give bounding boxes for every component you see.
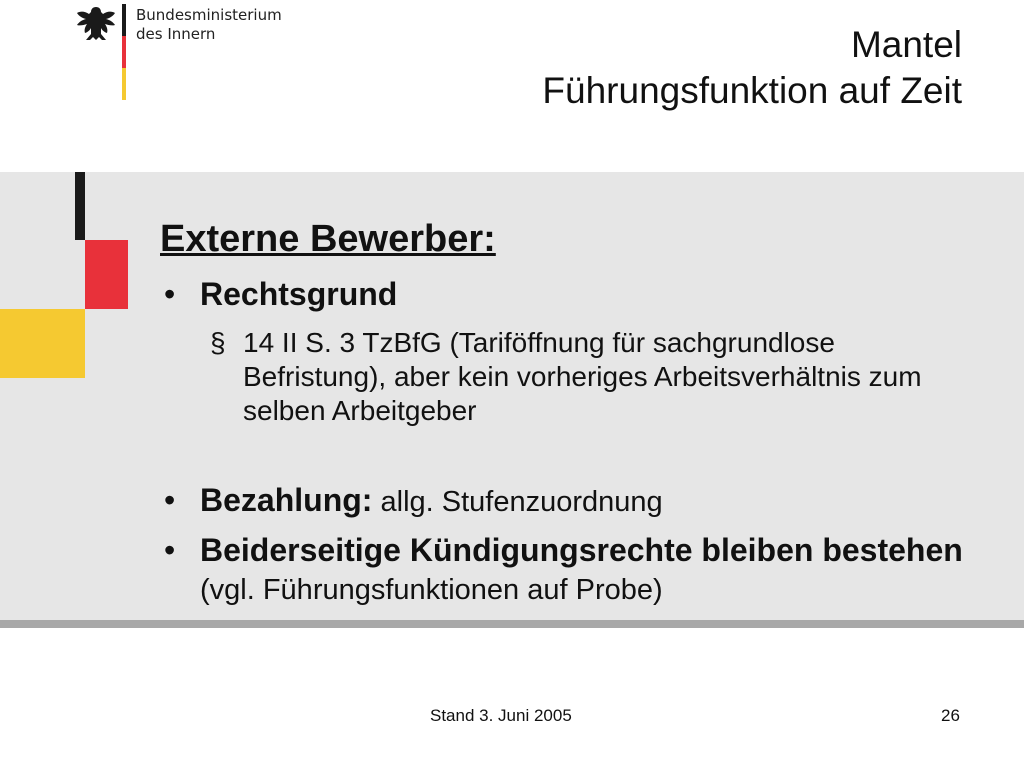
panel-bottom-border xyxy=(0,620,1024,628)
slide-title-line1: Mantel xyxy=(850,24,962,65)
ministry-name-line1: Bundesministerium xyxy=(136,6,282,24)
bullet-bezahlung-rest: allg. Stufenzuordnung xyxy=(372,486,663,518)
page-number: 26 xyxy=(941,706,960,725)
paragraph-marker: § xyxy=(210,327,226,358)
bullet-kuendigungsrechte-bold: Beiderseitige Kündigungsrechte bleiben bestehen xyxy=(200,532,963,568)
section-heading: Externe Bewerber: xyxy=(160,218,496,260)
federal-eagle-icon xyxy=(76,4,116,48)
bullet-rechtsgrund: Rechtsgrund xyxy=(200,276,398,312)
decor-bar-yellow xyxy=(0,309,85,378)
ministry-name xyxy=(136,6,282,44)
sub-item-legal-basis xyxy=(210,326,930,428)
bullet-bezahlung-colon: : xyxy=(361,482,373,518)
slide-title xyxy=(542,22,962,114)
ministry-name-line2: des Innern xyxy=(136,25,216,43)
slide-title-line2: Führungsfunktion auf Zeit xyxy=(542,70,962,111)
decor-bar-black xyxy=(75,172,85,240)
bullet-bezahlung xyxy=(200,482,990,520)
bullet-marker: • xyxy=(164,482,176,518)
sub-item-text: 14 II S. 3 TzBfG (Tariföffnung für sachgrundlose Befristung), aber kein vorheriges Arbeitsverhältnis zum selben Arbeitgeber xyxy=(243,327,922,426)
decor-bar-red xyxy=(85,240,128,309)
flag-bar xyxy=(122,4,126,100)
bullet-marker: • xyxy=(164,532,176,568)
bullet-kuendigungsrechte xyxy=(200,532,990,608)
bullet-kuendigungsrechte-rest: (vgl. Führungsfunktionen auf Probe) xyxy=(200,574,663,606)
ministry-logo xyxy=(76,4,306,100)
footer-date: Stand 3. Juni 2005 xyxy=(430,706,572,725)
bullet-marker: • xyxy=(164,276,176,312)
bullet-bezahlung-bold: Bezahlung xyxy=(200,482,362,518)
